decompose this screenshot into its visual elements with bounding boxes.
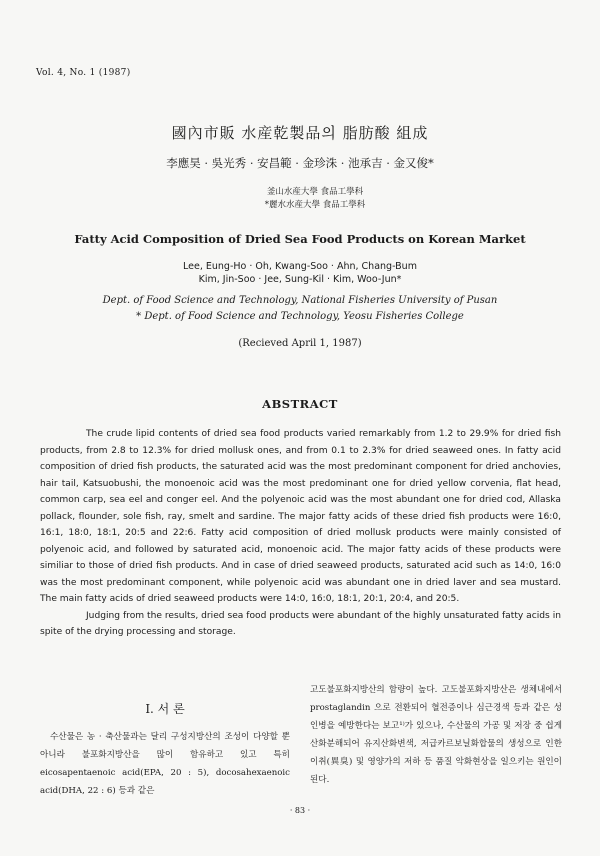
abstract-body [40, 426, 561, 641]
english-affiliation-1: Dept. of Food Science and Technology, National Fisheries University of Pusan [102, 295, 498, 306]
page-number: · 83 · [289, 806, 311, 815]
korean-title: 國內市販 水産乾製品의 脂肪酸 組成 [171, 124, 429, 142]
english-authors [0, 260, 600, 286]
left-column [40, 728, 290, 800]
abstract-paragraph-1: The crude lipid contents of dried sea food products varied remarkably from 1.2 to 29.9% for dried fish products, from 2.8 to 12.3% for dried mollusk ones, and from 0.1 to 2.3% for dried seaweed ones. In fatty acid composition of dried fish products, the saturated acid was the most predominant component for dried anchovies, hair tail, Katsuobushi, the monoenoic acid was the most predominant one for dried yellow corvenia, flat head, common carp, sea eel and conger eel. And the polyenoic acid was the most abundant one for dried cod, Allaska pollack, flounder, sole fish, ray, smelt and sardine. The major fatty acids of these dried fish products were 16:0, 16:1, 18:0, 18:1, 20:5 and 22:6. Fatty acid composition of dried mollusk products were mainly consisted of polyenoic acid, and followed by saturated acid, monoenoic acid. The major fatty acids of these products were similiar to those of dried fish products. And in case of dried seaweed products, saturated acid such as 14:0, 16:0 was the most predominant component, while polyenoic acid was abundant one in dried laver and sea mustard. The main fatty acids of dried seaweed products were 14:0, 16:0, 18:1, 20:1, 20:4, and 20:5. [40, 429, 561, 604]
volume-info: Vol. 4, No. 1 (1987) [36, 68, 131, 78]
english-affiliations [0, 293, 600, 325]
introduction-right-text: 고도불포화지방산의 함량이 높다. 고도불포화지방산은 생체내에서 prostaglandin 으로 전환되어 혈전증이나 심근경색 등과 같은 성인병을 예방한다는 보고¹⁾가 있으나, 수산물의 가공 및 저장 중 쉽게 산화분해되어 유지산화변색, 저급카르보닐화합물의 생성으로 인한 이취(異臭) 및 영양가의 저하 등 품질 악화현상을 일으키는 원인이 된다. [310, 685, 562, 785]
introduction-heading: I. 서 론 [145, 702, 185, 716]
abstract-paragraph-2: Judging from the results, dried sea food products were abundant of the highly unsaturated fatty acids in spite of the drying processing and storage. [40, 610, 561, 637]
korean-affiliation-1: 釜山水産大學 食品工學科 [266, 187, 364, 197]
english-affiliation-2: * Dept. of Food Science and Technology, Yeosu Fisheries College [136, 311, 464, 322]
received-date: (Recieved April 1, 1987) [238, 338, 362, 349]
right-column [310, 681, 562, 789]
english-title: Fatty Acid Composition of Dried Sea Food Products on Korean Market [74, 232, 526, 246]
korean-affiliation-2: *麗水水産大學 食品工學科 [264, 200, 366, 210]
introduction-left-text: 수산물은 농 · 축산물과는 달리 구성지방산의 조성이 다양할 뿐 아니라 불포화지방산을 많이 함유하고 있고 특히 eicosapentaenoic acid(EPA, 20 : 5), docosahexaenoic acid(DHA, 22 : 6) 등과 같은 [40, 732, 290, 796]
korean-affiliations [0, 186, 600, 212]
english-authors-line-2: Kim, Jin-Soo · Jee, Sung-Kil · Kim, Woo-Jun* [198, 274, 402, 285]
abstract-heading: ABSTRACT [262, 397, 338, 411]
korean-authors: 李應昊 · 吳光秀 · 安昌範 · 金珍洙 · 池承吉 · 金又俊* [166, 156, 434, 170]
english-authors-line-1: Lee, Eung-Ho · Oh, Kwang-Soo · Ahn, Chang-Bum [183, 261, 417, 272]
